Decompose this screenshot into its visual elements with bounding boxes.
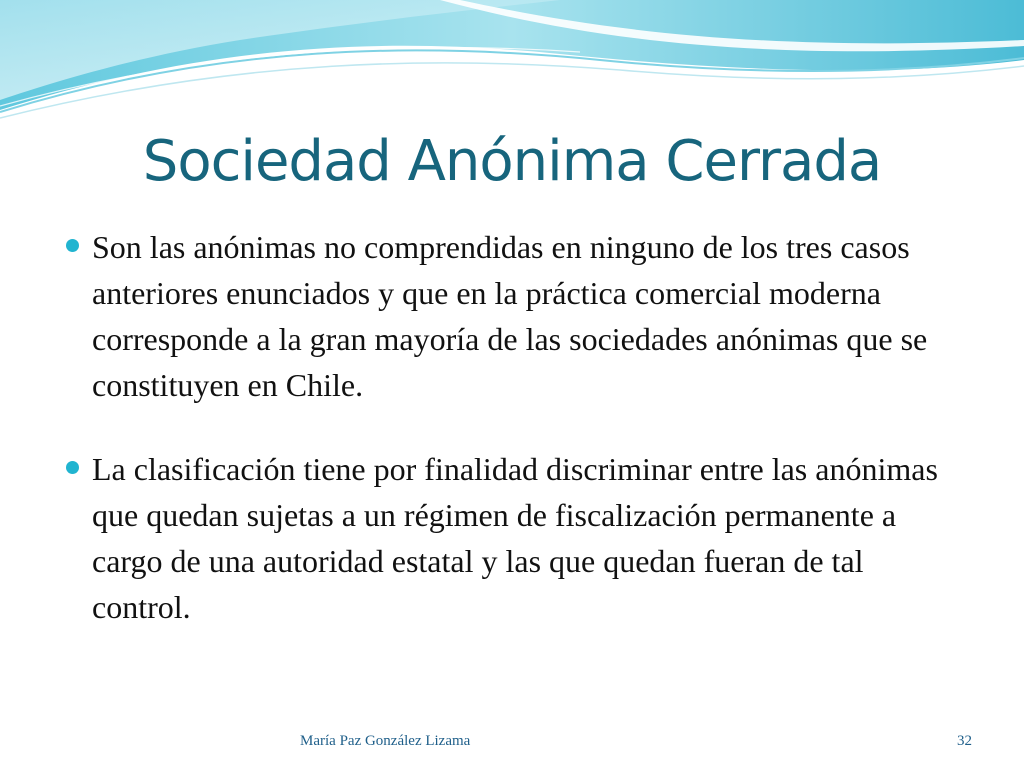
- bullet-list: [64, 224, 964, 668]
- footer-author: María Paz González Lizama: [300, 733, 471, 749]
- bullet-dot-icon: [66, 461, 79, 474]
- bullet-text: Son las anónimas no comprendidas en ninguno de los tres casos anteriores enunciados y que en la práctica comercial moderna corresponde a la gran mayoría de las sociedades anónimas que se constituyen en Chile.: [92, 229, 928, 403]
- slide-title: Sociedad Anónima Cerrada: [142, 129, 882, 194]
- bullet-dot-icon: [66, 239, 79, 252]
- bullet-text: La clasificación tiene por finalidad discriminar entre las anónimas que quedan sujetas a un régimen de fiscalización permanente a cargo de una autoridad estatal y las que quedan fueran de tal control.: [92, 451, 938, 625]
- bullet-item: [64, 446, 964, 630]
- bullet-item: [64, 224, 964, 408]
- wave-header-decoration: [0, 0, 1024, 130]
- page-number: 32: [957, 733, 972, 749]
